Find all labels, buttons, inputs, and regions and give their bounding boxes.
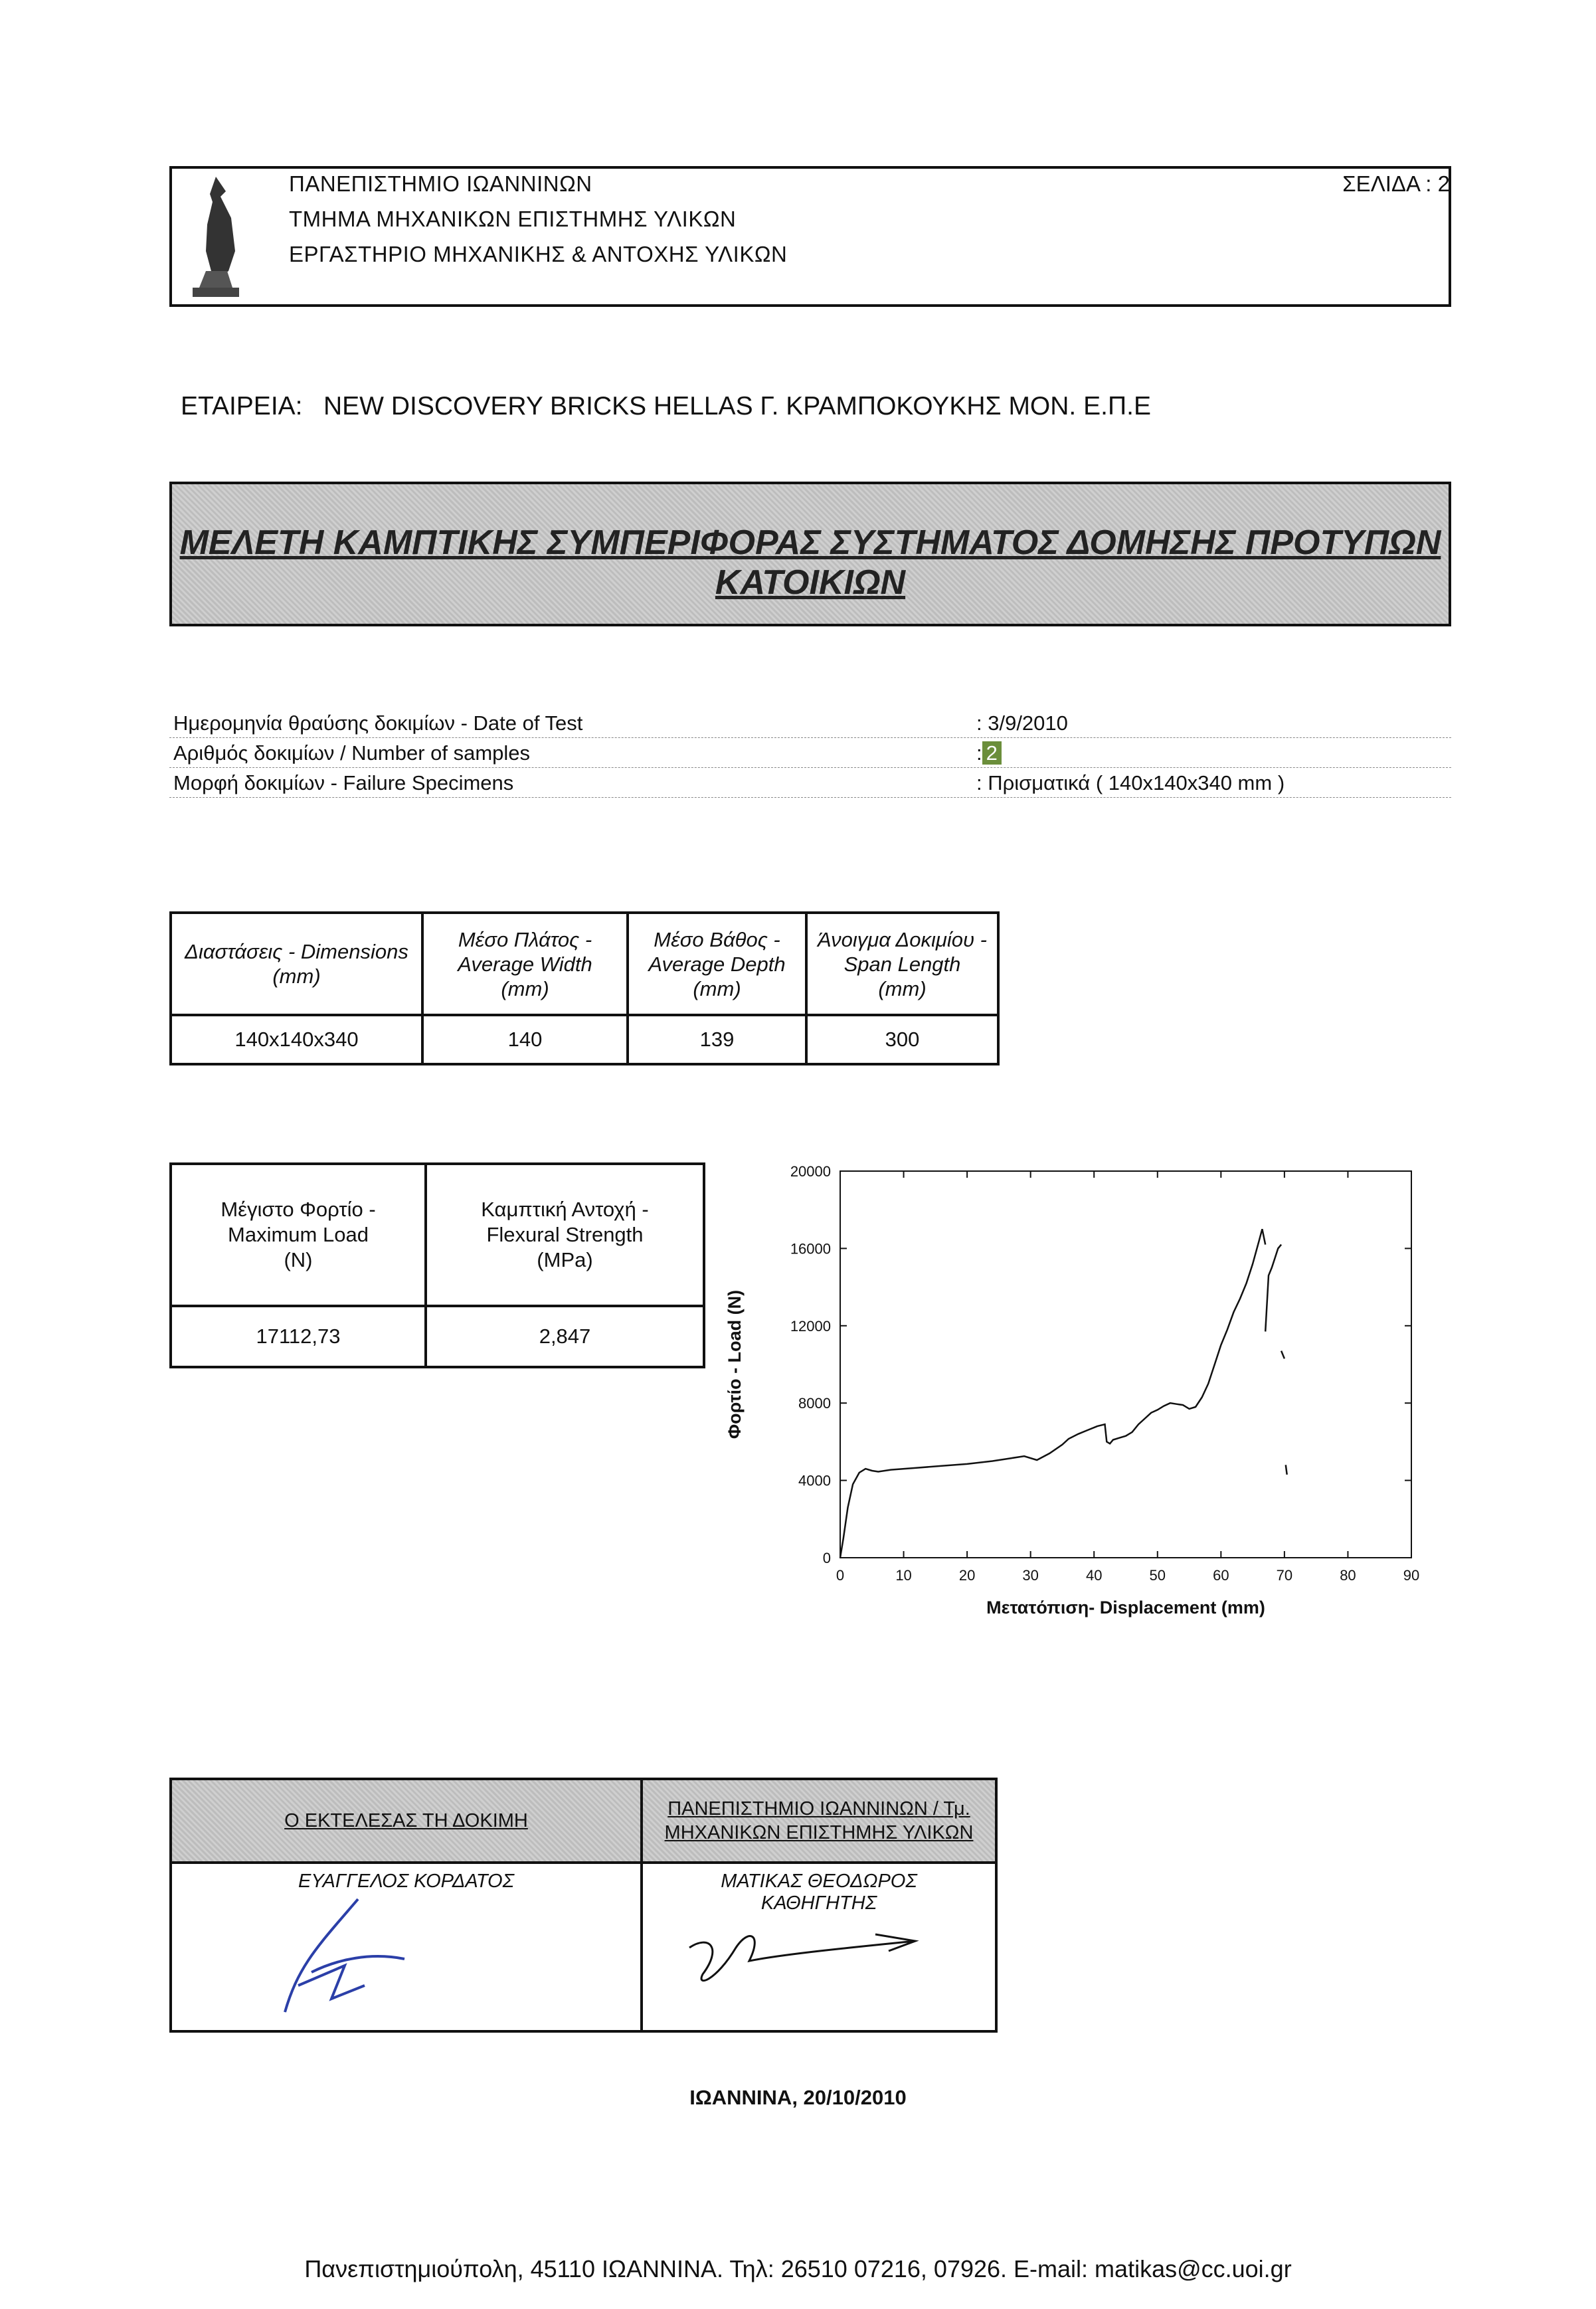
samples-prefix: : [976, 741, 982, 765]
signature-table [169, 1778, 998, 2033]
max-load-value: 17112,73 [171, 1306, 426, 1367]
dims-header-text: Μέσο Πλάτος - [458, 927, 592, 951]
sig-right-header-line: ΠΑΝΕΠΙΣΤΗΜΙΟ ΙΩΑΝΝΙΝΩΝ / Τμ. [667, 1798, 970, 1819]
sig-right-cell [642, 1863, 996, 2031]
plot-frame [840, 1171, 1411, 1558]
x-tick-label: 80 [1340, 1567, 1356, 1584]
load-header-text: Flexural Strength [486, 1223, 644, 1246]
date-label: Ημερομηνία θραύσης δοκιμίων - Date of Test [173, 711, 583, 735]
dims-header-text: (mm) [272, 965, 321, 988]
tester-name: ΕΥΑΓΓΕΛΟΣ ΚΟΡΔΑΤΟΣ [298, 1871, 514, 1892]
tester-signature [258, 1886, 458, 2019]
x-tick-label: 90 [1403, 1567, 1420, 1584]
dims-header-text: Μέσο Βάθος - [654, 927, 780, 951]
sig-right-header-line: ΜΗΧΑΝΙΚΩΝ ΕΠΙΣΤΗΜΗΣ ΥΛΙΚΩΝ [664, 1822, 974, 1843]
dims-header-text: (mm) [693, 976, 741, 1000]
header-laboratory: ΕΡΓΑΣΤΗΡΙΟ ΜΗΧΑΝΙΚΗΣ & ΑΝΤΟΧΗΣ ΥΛΙΚΩΝ [289, 242, 788, 266]
x-tick-label: 10 [895, 1567, 912, 1584]
load-header-flexural [426, 1164, 704, 1306]
y-tick-label: 0 [822, 1550, 831, 1566]
dims-header-text: (mm) [501, 976, 549, 1000]
title-line-2: ΚΑΤΟΙΚΙΩΝ [715, 563, 906, 602]
dims-header-text: Span Length [843, 952, 961, 976]
x-tick-label: 0 [836, 1567, 845, 1584]
info-row-samples [169, 737, 1451, 768]
load-header-text: Μέγιστο Φορτίο - [221, 1198, 376, 1221]
dims-header-text: Average Depth [648, 952, 786, 976]
y-tick-label: 4000 [798, 1472, 831, 1489]
dims-header-span [806, 913, 998, 1015]
x-tick-label: 20 [958, 1567, 976, 1584]
owl-logo [179, 171, 252, 304]
x-tick-label: 40 [1085, 1567, 1103, 1584]
shape-label: Μορφή δοκιμίων - Failure Specimens [173, 771, 514, 794]
info-row-date [169, 707, 1451, 738]
sig-right-header [642, 1779, 996, 1863]
dims-header-dimensions [171, 913, 422, 1015]
page-number: ΣΕΛΙΔΑ : 2 [1342, 171, 1450, 196]
sig-left-header: Ο ΕΚΤΕΛΕΣΑΣ ΤΗ ΔΟΚΙΜΗ [171, 1779, 642, 1863]
professor-name: ΜΑΤΙΚΑΣ ΘΕΟΔΩΡΟΣ [721, 1871, 917, 1892]
dims-value: 140x140x340 [171, 1015, 422, 1064]
span-value: 300 [806, 1015, 998, 1064]
header-university: ΠΑΝΕΠΙΣΤΗΜΙΟ ΙΩΑΝΝΙΝΩΝ [289, 171, 592, 196]
x-tick-label: 50 [1149, 1567, 1166, 1584]
series-line [1281, 1351, 1285, 1359]
samples-value-wrap [976, 741, 1002, 765]
y-tick-label: 12000 [790, 1317, 831, 1335]
y-tick-label: 8000 [798, 1395, 831, 1412]
dims-header-depth [628, 913, 806, 1015]
x-tick-label: 70 [1276, 1567, 1293, 1584]
x-axis-label: Μετατόπιση- Displacement (mm) [986, 1598, 1265, 1617]
load-displacement-chart [691, 1149, 1435, 1654]
y-tick-label: 16000 [790, 1240, 831, 1257]
load-strength-table [169, 1162, 705, 1368]
depth-value: 139 [628, 1015, 806, 1064]
dims-header-text: (mm) [878, 976, 927, 1000]
professor-signature [663, 1908, 942, 2001]
professor-title: ΚΑΘΗΓΗΤΗΣ [760, 1893, 877, 1914]
series-line [1286, 1465, 1287, 1475]
samples-label: Αριθμός δοκιμίων / Number of samples [173, 741, 531, 765]
info-row-shape [169, 767, 1451, 798]
header-department: ΤΜΗΜΑ ΜΗΧΑΝΙΚΩΝ ΕΠΙΣΤΗΜΗΣ ΥΛΙΚΩΝ [289, 207, 737, 231]
load-header-text: Maximum Load [228, 1223, 369, 1246]
company-label: ΕΤΑΙΡΕΙΑ: [181, 392, 303, 420]
dims-header-text: Average Width [458, 952, 592, 976]
dimensions-table [169, 911, 1000, 1065]
company-line [181, 392, 1151, 421]
footer-contact: Πανεπιστημιούπολη, 45110 ΙΩΑΝΝΙΝΑ. Τηλ: 26510 07216, 07926. E-mail: matikas@cc.uoi.gr [304, 2255, 1292, 2282]
load-header-max-load [171, 1164, 426, 1306]
dims-header-width [422, 913, 628, 1015]
title-banner [169, 482, 1451, 626]
dims-header-text: Διαστάσεις - Dimensions [185, 940, 408, 963]
load-header-text: Καμπτική Αντοχή - [481, 1198, 649, 1221]
shape-value: : Πρισματικά ( 140x140x340 mm ) [976, 771, 1285, 794]
flexural-strength-value: 2,847 [426, 1306, 704, 1367]
dims-header-text: Άνοιγμα Δοκιμίου - [818, 927, 987, 951]
title-line-1: ΜΕΛΕΤΗ ΚΑΜΠΤΙΚΗΣ ΣΥΜΠΕΡΙΦΟΡΑΣ ΣΥΣΤΗΜΑΤΟΣ ΔΟΜΗΣΗΣ ΠΡΟΤΥΠΩΝ [179, 523, 1441, 562]
load-header-text: (MPa) [537, 1248, 593, 1271]
date-value: : 3/9/2010 [976, 711, 1068, 735]
study-title [172, 523, 1449, 602]
width-value: 140 [422, 1015, 628, 1064]
series-line [840, 1229, 1265, 1558]
sig-left-cell [171, 1863, 642, 2031]
y-axis-label: Φορτίο - Load (N) [725, 1289, 745, 1439]
place-and-date: ΙΩΑΝΝΙΝΑ, 20/10/2010 [689, 2086, 907, 2109]
series-line [1265, 1245, 1281, 1332]
x-tick-label: 30 [1022, 1567, 1039, 1584]
x-tick-label: 60 [1213, 1567, 1229, 1584]
y-tick-label: 20000 [790, 1163, 831, 1180]
company-name: NEW DISCOVERY BRICKS HELLAS Γ. ΚΡΑΜΠΟΚΟΥΚΗΣ ΜΟΝ. Ε.Π.Ε [323, 392, 1151, 420]
samples-value: 2 [982, 741, 1002, 765]
load-header-text: (N) [284, 1248, 313, 1271]
